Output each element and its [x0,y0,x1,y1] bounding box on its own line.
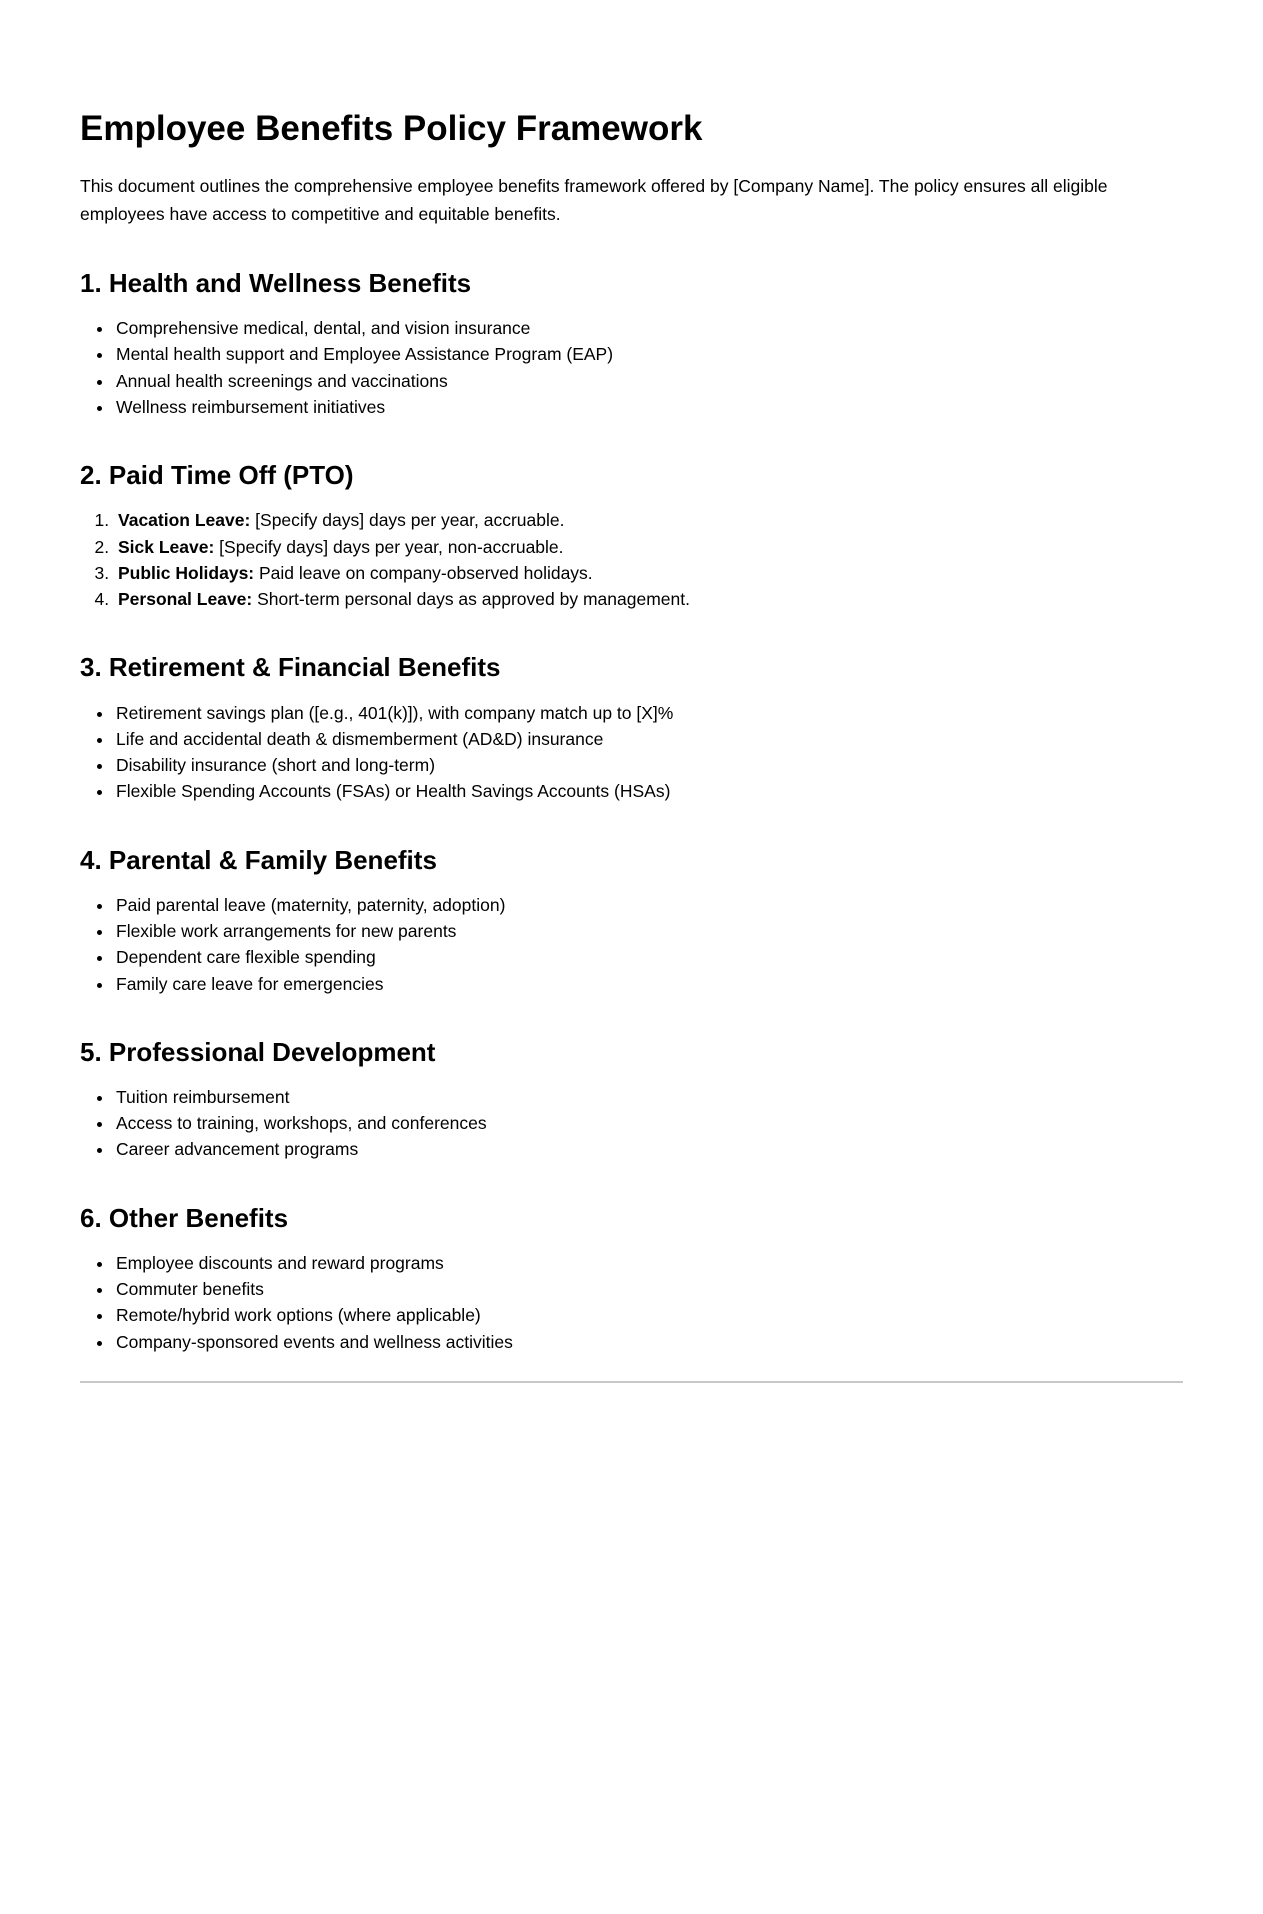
section-heading: 6. Other Benefits [80,1202,289,1233]
list-item: • Life and accidental death & dismemberment (AD&D) insurance [114,726,1183,752]
list-item: • Disability insurance (short and long-term) [114,752,1183,778]
list-item: • Flexible Spending Accounts (FSAs) or Health Savings Accounts (HSAs) [114,778,1183,804]
section-heading: 2. Paid Time Off (PTO) [80,460,354,491]
list-item: • Commuter benefits [114,1276,1183,1302]
list-item: • Dependent care flexible spending [114,944,1183,970]
list-item: • Flexible work arrangements for new parents [114,918,1183,944]
section-list [80,892,1183,997]
section-heading: 4. Parental & Family Benefits [80,844,437,875]
list-item: • Tuition reimbursement [114,1084,1183,1110]
footer-divider [80,1381,1183,1383]
list-item: 1. Vacation Leave: [Specify days] days per year, accruable. [114,507,1183,533]
list-item-label: Sick Leave: [118,536,215,557]
section-heading: 3. Retirement & Financial Benefits [80,652,501,683]
list-item: • Retirement savings plan ([e.g., 401(k)]), with company match up to [X]% [114,700,1183,726]
intro-paragraph: This document outlines the comprehensive employee benefits framework offered by [Company Name]. The policy ensures all eligible employees have access to competitive and equitable benefits. [80,176,1108,224]
list-item: • Comprehensive medical, dental, and vision insurance [114,315,1183,341]
section-list [80,507,1183,612]
list-item: 2. Sick Leave: [Specify days] days per year, non-accruable. [114,534,1183,560]
list-item-label: Public Holidays: [118,562,255,583]
list-item: 3. Public Holidays: Paid leave on company-observed holidays. [114,560,1183,586]
list-item-label: Personal Leave: [118,589,253,610]
list-item: • Family care leave for emergencies [114,971,1183,997]
page-title: Employee Benefits Policy Framework [80,109,703,148]
section-list [80,1250,1183,1355]
list-item: • Employee discounts and reward programs [114,1250,1183,1276]
list-item: • Remote/hybrid work options (where applicable) [114,1302,1183,1328]
section-heading: 1. Health and Wellness Benefits [80,268,472,298]
list-item: • Mental health support and Employee Assistance Program (EAP) [114,341,1183,367]
list-item: • Company-sponsored events and wellness activities [114,1329,1183,1355]
sections-container [80,268,1183,1355]
section-list [80,1084,1183,1163]
list-item: • Access to training, workshops, and conferences [114,1110,1183,1136]
section-list [80,315,1183,420]
list-item: • Paid parental leave (maternity, paternity, adoption) [114,892,1183,918]
list-item-label: Vacation Leave: [118,510,251,531]
list-item: • Wellness reimbursement initiatives [114,394,1183,420]
list-item: • Annual health screenings and vaccinations [114,368,1183,394]
list-item: • Career advancement programs [114,1136,1183,1162]
section-heading: 5. Professional Development [80,1036,436,1067]
section-list [80,700,1183,805]
list-item: 4. Personal Leave: Short-term personal days as approved by management. [114,586,1183,612]
